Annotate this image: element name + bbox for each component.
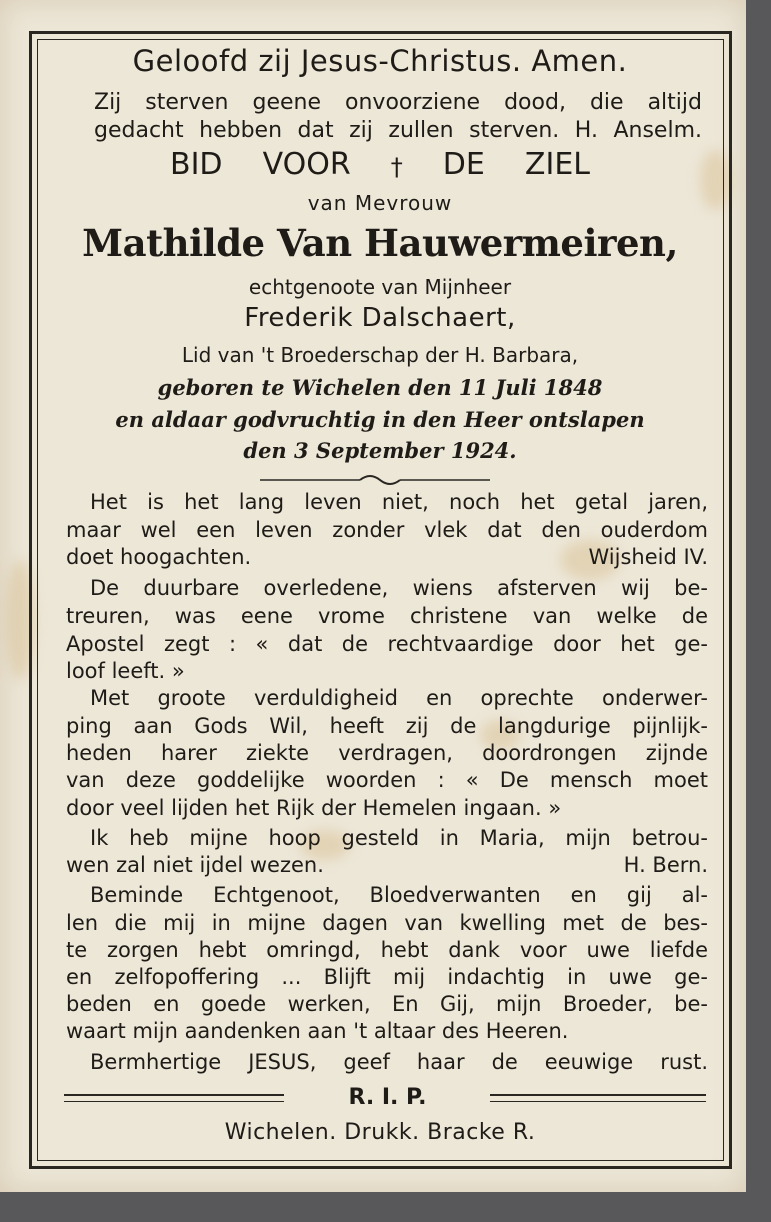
paragraph-3-line-3: heden harer ziekte verdragen, doordrongen zijnde xyxy=(66,741,708,765)
closing-prayer: Bermhertige JESUS, geef haar de eeuwige rust. xyxy=(90,1050,708,1074)
prayer-word-voor: VOOR xyxy=(262,147,351,182)
prayer-word-de: DE xyxy=(442,147,485,182)
birth-line: geboren te Wichelen den 11 Juli 1848 xyxy=(157,375,603,400)
opening-quote-line-1: Zij sterven geene onvoorziene dood, die altijd xyxy=(94,90,702,115)
paragraph-3-line-4: van deze goddelijke woorden : « De mensch moet xyxy=(66,768,708,792)
paragraph-4-line-2 xyxy=(66,853,708,877)
rip: R. I. P. xyxy=(348,1085,427,1110)
paragraph-2-line-1: De duurbare overledene, wiens afsterven wij be- xyxy=(90,576,708,600)
paragraph-4-text: wen zal niet ijdel wezen. xyxy=(66,853,324,877)
salutation: van Mevrouw xyxy=(307,191,453,215)
paragraph-1-line-2: maar wel een leven zonder vlek dat den ouderdom xyxy=(66,518,708,542)
spouse-intro: echtgenoote van Mijnheer xyxy=(248,275,512,299)
paragraph-5-line-3: te zorgen hebt omringd, hebt dank voor uwe liefde xyxy=(66,938,708,962)
paragraph-5-line-4: en zelfopoffering ... Blijft mij indachtig in uwe ge- xyxy=(66,965,708,989)
footer-rule-right-bottom xyxy=(490,1101,706,1102)
cross-icon: † xyxy=(390,153,403,181)
deceased-name: Mathilde Van Hauwermeiren, xyxy=(82,221,678,265)
footer-rule-left-bottom xyxy=(64,1101,284,1102)
ornament-flourish-icon xyxy=(0,470,771,490)
paragraph-5-line-2: len die mij in mijne dagen van kwelling met de bes- xyxy=(66,911,708,935)
paragraph-2-line-4: loof leeft. » xyxy=(66,659,185,683)
printer-imprint: Wichelen. Drukk. Bracke R. xyxy=(224,1120,536,1145)
death-line-2: den 3 September 1924. xyxy=(243,438,517,463)
paragraph-1-source: Wijsheid IV. xyxy=(588,545,708,569)
footer-rule-left-top xyxy=(64,1094,284,1096)
invocation: Geloofd zij Jesus-Christus. Amen. xyxy=(132,44,628,78)
spouse-name: Frederik Dalschaert, xyxy=(244,303,516,333)
ornament-glyph xyxy=(372,464,385,483)
paragraph-2-line-3: Apostel zegt : « dat de rechtvaardige door het ge- xyxy=(66,632,708,656)
opening-quote-line-2: gedacht hebben dat zij zullen sterven. H. Anselm. xyxy=(94,118,702,143)
paragraph-4-source: H. Bern. xyxy=(623,853,708,877)
prayer-word-bid: BID xyxy=(170,147,223,182)
prayer-word-ziel: ZIEL xyxy=(524,147,590,182)
paragraph-5-line-1: Beminde Echtgenoot, Bloedverwanten en gij al- xyxy=(90,883,708,907)
paragraph-1-line-1: Het is het lang leven niet, noch het getal jaren, xyxy=(90,490,708,514)
ornament-divider xyxy=(0,470,771,490)
paragraph-1-line-3 xyxy=(66,545,708,569)
prayer-request xyxy=(170,147,590,187)
paragraph-2-line-2: treuren, was eene vrome christene van welke de xyxy=(66,604,708,628)
paragraph-3-line-2: ping aan Gods Wil, heeft zij de langdurige pijnlijk- xyxy=(66,714,708,738)
paragraph-3-line-1: Met groote verduldigheid en oprechte onderwer- xyxy=(90,686,708,710)
paragraph-4-line-1: Ik heb mijne hoop gesteld in Maria, mijn betrou- xyxy=(90,826,708,850)
footer-rule-right-top xyxy=(490,1094,706,1096)
membership: Lid van 't Broederschap der H. Barbara, xyxy=(181,343,579,367)
paragraph-5-line-5: beden en goede werken, En Gij, mijn Broeder, be- xyxy=(66,992,708,1016)
paragraph-1-text: doet hoogachten. xyxy=(66,545,252,569)
paragraph-3-line-5: door veel lijden het Rijk der Hemelen ingaan. » xyxy=(66,796,562,820)
paragraph-5-line-6: waart mijn aandenken aan 't altaar des Heeren. xyxy=(66,1019,569,1043)
death-line-1: en aldaar godvruchtig in den Heer ontslapen xyxy=(115,407,645,432)
